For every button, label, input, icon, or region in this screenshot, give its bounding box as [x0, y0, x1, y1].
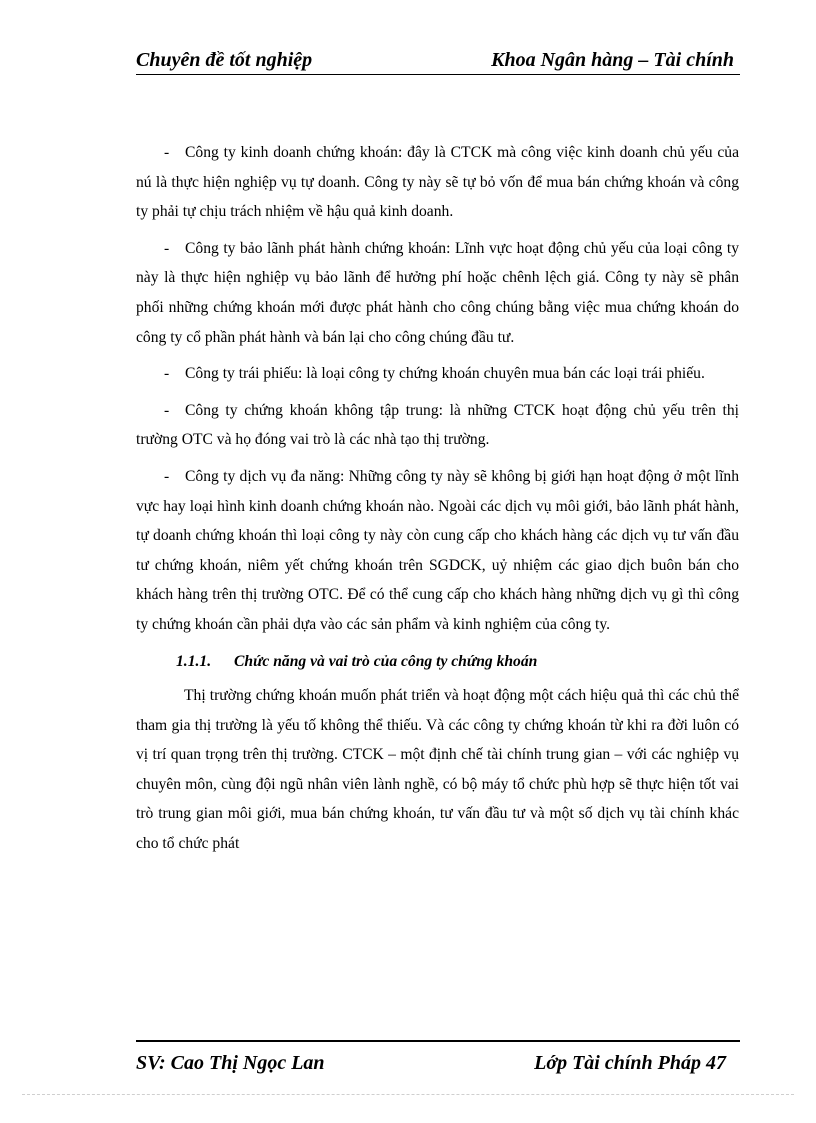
section-title: Chức năng và vai trò của công ty chứng khoán	[234, 652, 538, 670]
bullet-dash: -	[164, 144, 170, 161]
bullet-text: Công ty bảo lãnh phát hành chứng khoán: Lĩnh vực hoạt động chủ yếu của loại công ty này là thực hiện nghiệp vụ bảo lãnh để hưởng phí hoặc chênh lệch giá. Công ty này sẽ phân phối những chứng khoán mới được phát hành cho công chúng bằng việc mua chứng khoán do công ty cổ phần phát hành và bán lại cho công chúng đầu tư.	[136, 239, 739, 346]
page-break-line	[22, 1094, 794, 1095]
bullet-dash: -	[164, 239, 170, 257]
footer-class-name: Lớp Tài chính Pháp 47	[534, 1052, 726, 1074]
section-number: 1.1.1.	[176, 652, 212, 670]
bullet-text: Công ty kinh doanh chứng khoán: đây là CTCK mà công việc kinh doanh chủ yếu của nú là thực hiện nghiệp vụ tự doanh. Công ty này sẽ tự bỏ vốn để mua bán chứng khoán và công ty phải tự chịu trách nhiệm về hậu quả kinh doanh.	[136, 144, 739, 221]
section-heading	[136, 647, 739, 677]
bullet-paragraph	[136, 234, 739, 352]
header-title-left: Chuyên đề tốt nghiệp	[136, 49, 313, 71]
document-body	[136, 138, 739, 866]
page-header	[136, 48, 740, 75]
bullet-paragraph	[136, 359, 739, 389]
bullet-text: Công ty chứng khoán không tập trung: là những CTCK hoạt động chủ yếu trên thị trường OTC và họ đóng vai trò là các nhà tạo thị trường.	[136, 401, 739, 449]
bullet-paragraph	[136, 462, 739, 640]
bullet-dash: -	[164, 365, 170, 383]
bullet-text: Công ty dịch vụ đa năng: Những công ty này sẽ không bị giới hạn hoạt động ở một lĩnh vực hay loại hình kinh doanh chứng khoán nào. Ngoài các dịch vụ môi giới, bảo lãnh phát hành, tự doanh chứng khoán thì loại công ty này còn cung cấp cho khách hàng các dịch vụ tư vấn đầu tư chứng khoán, niêm yết chứng khoán trên SGDCK, uỷ nhiệm các giao dịch buôn bán cho khách hàng trên thị trường OTC. Để có thể cung cấp cho khách hàng những dịch vụ gì thì công ty chứng khoán cần phải dựa vào các sản phẩm và kinh nghiệm của công ty.	[136, 467, 739, 633]
bullet-paragraph	[136, 396, 739, 455]
body-paragraph: Thị trường chứng khoán muốn phát triển và hoạt động một cách hiệu quả thì các chủ thể tham gia thị trường là yếu tố không thể thiếu. Và các công ty chứng khoán từ khi ra đời luôn có vị trí quan trọng trên thị trường. CTCK – một định chế tài chính trung gian – với các nghiệp vụ chuyên môn, cùng đội ngũ nhân viên lành nghề, có bộ máy tổ chức phù hợp sẽ thực hiện tốt vai trò trung gian môi giới, mua bán chứng khoán, tư vấn đầu tư và một số dịch vụ tài chính khác cho tổ chức phát	[136, 687, 739, 853]
bullet-dash: -	[164, 401, 170, 419]
bullet-paragraph	[136, 138, 739, 227]
footer-student-name: SV: Cao Thị Ngọc Lan	[136, 1052, 325, 1074]
bullet-dash: -	[164, 467, 170, 485]
footer-divider	[136, 1040, 740, 1042]
bullet-text: Công ty trái phiếu: là loại công ty chứng khoán chuyên mua bán các loại trái phiếu.	[185, 365, 705, 383]
header-title-right: Khoa Ngân hàng – Tài chính	[491, 49, 734, 71]
